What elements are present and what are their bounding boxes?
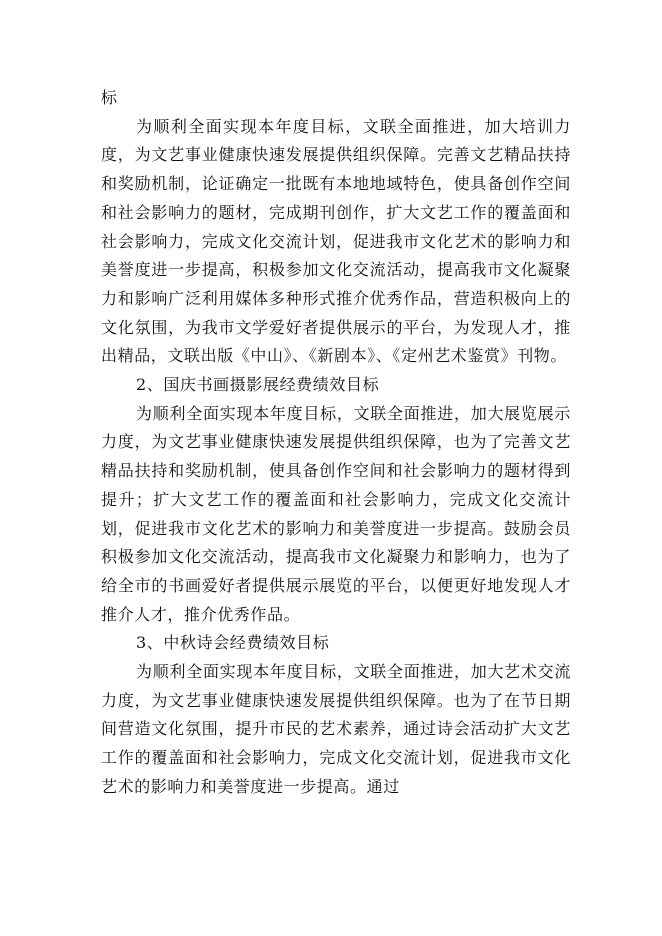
section-heading-mid-autumn-poetry: 3、中秋诗会经费绩效目标 [136, 633, 330, 653]
paragraph-training-goals: 为顺利全面实现本年度目标，文联全面推进，加大培训力度，为文艺事业健康快速发展提供组织保障。完善文艺精品扶持和奖励机制，论证确定一批既有本地地域特色，使具备创作空间和社会影响力的题材，完成期刊创作，扩大文艺工作的覆盖面和社会影响力，完成文化交流计划，促进我市文化艺术的影响力和美誉度进一步提高，积极参加文化交流活动，提高我市文化凝聚力和影响广泛利用媒体多种形式推介优秀作品，营造积极向上的文化氛围，为我市文学爱好者提供展示的平台，为发现人才，推出精品，文联出版《中山》、《新剧本》、《定州艺术鉴赏》刊物。 [101, 116, 571, 366]
continued-text-fragment: 标 [101, 88, 118, 107]
section-heading-national-day-exhibition: 2、国庆书画摄影展经费绩效目标 [136, 375, 380, 395]
paragraph-exhibition-goals: 为顺利全面实现本年度目标，文联全面推进，加大展览展示力度，为文艺事业健康快速发展提供组织保障，也为了完善文艺精品扶持和奖励机制，使具备创作空间和社会影响力的题材得到提升；扩大文艺工作的覆盖面和社会影响力，完成文化交流计划，促进我市文化艺术的影响力和美誉度进一步提高。鼓励会员积极参加文化交流活动，提高我市文化凝聚力和影响力，也为了给全市的书画爱好者提供展示展览的平台，以便更好地发现人才推介人才，推介优秀作品。 [101, 403, 571, 624]
paragraph-poetry-goals: 为顺利全面实现本年度目标，文联全面推进，加大艺术交流力度，为文艺事业健康快速发展提供组织保障。也为了在节日期间营造文化氛围，提升市民的艺术素养，通过诗会活动扩大文艺工作的覆盖面和社会影响力，完成文化交流计划，促进我市文化艺术的影响力和美誉度进一步提高。通过 [101, 662, 571, 796]
document-body [101, 84, 571, 802]
